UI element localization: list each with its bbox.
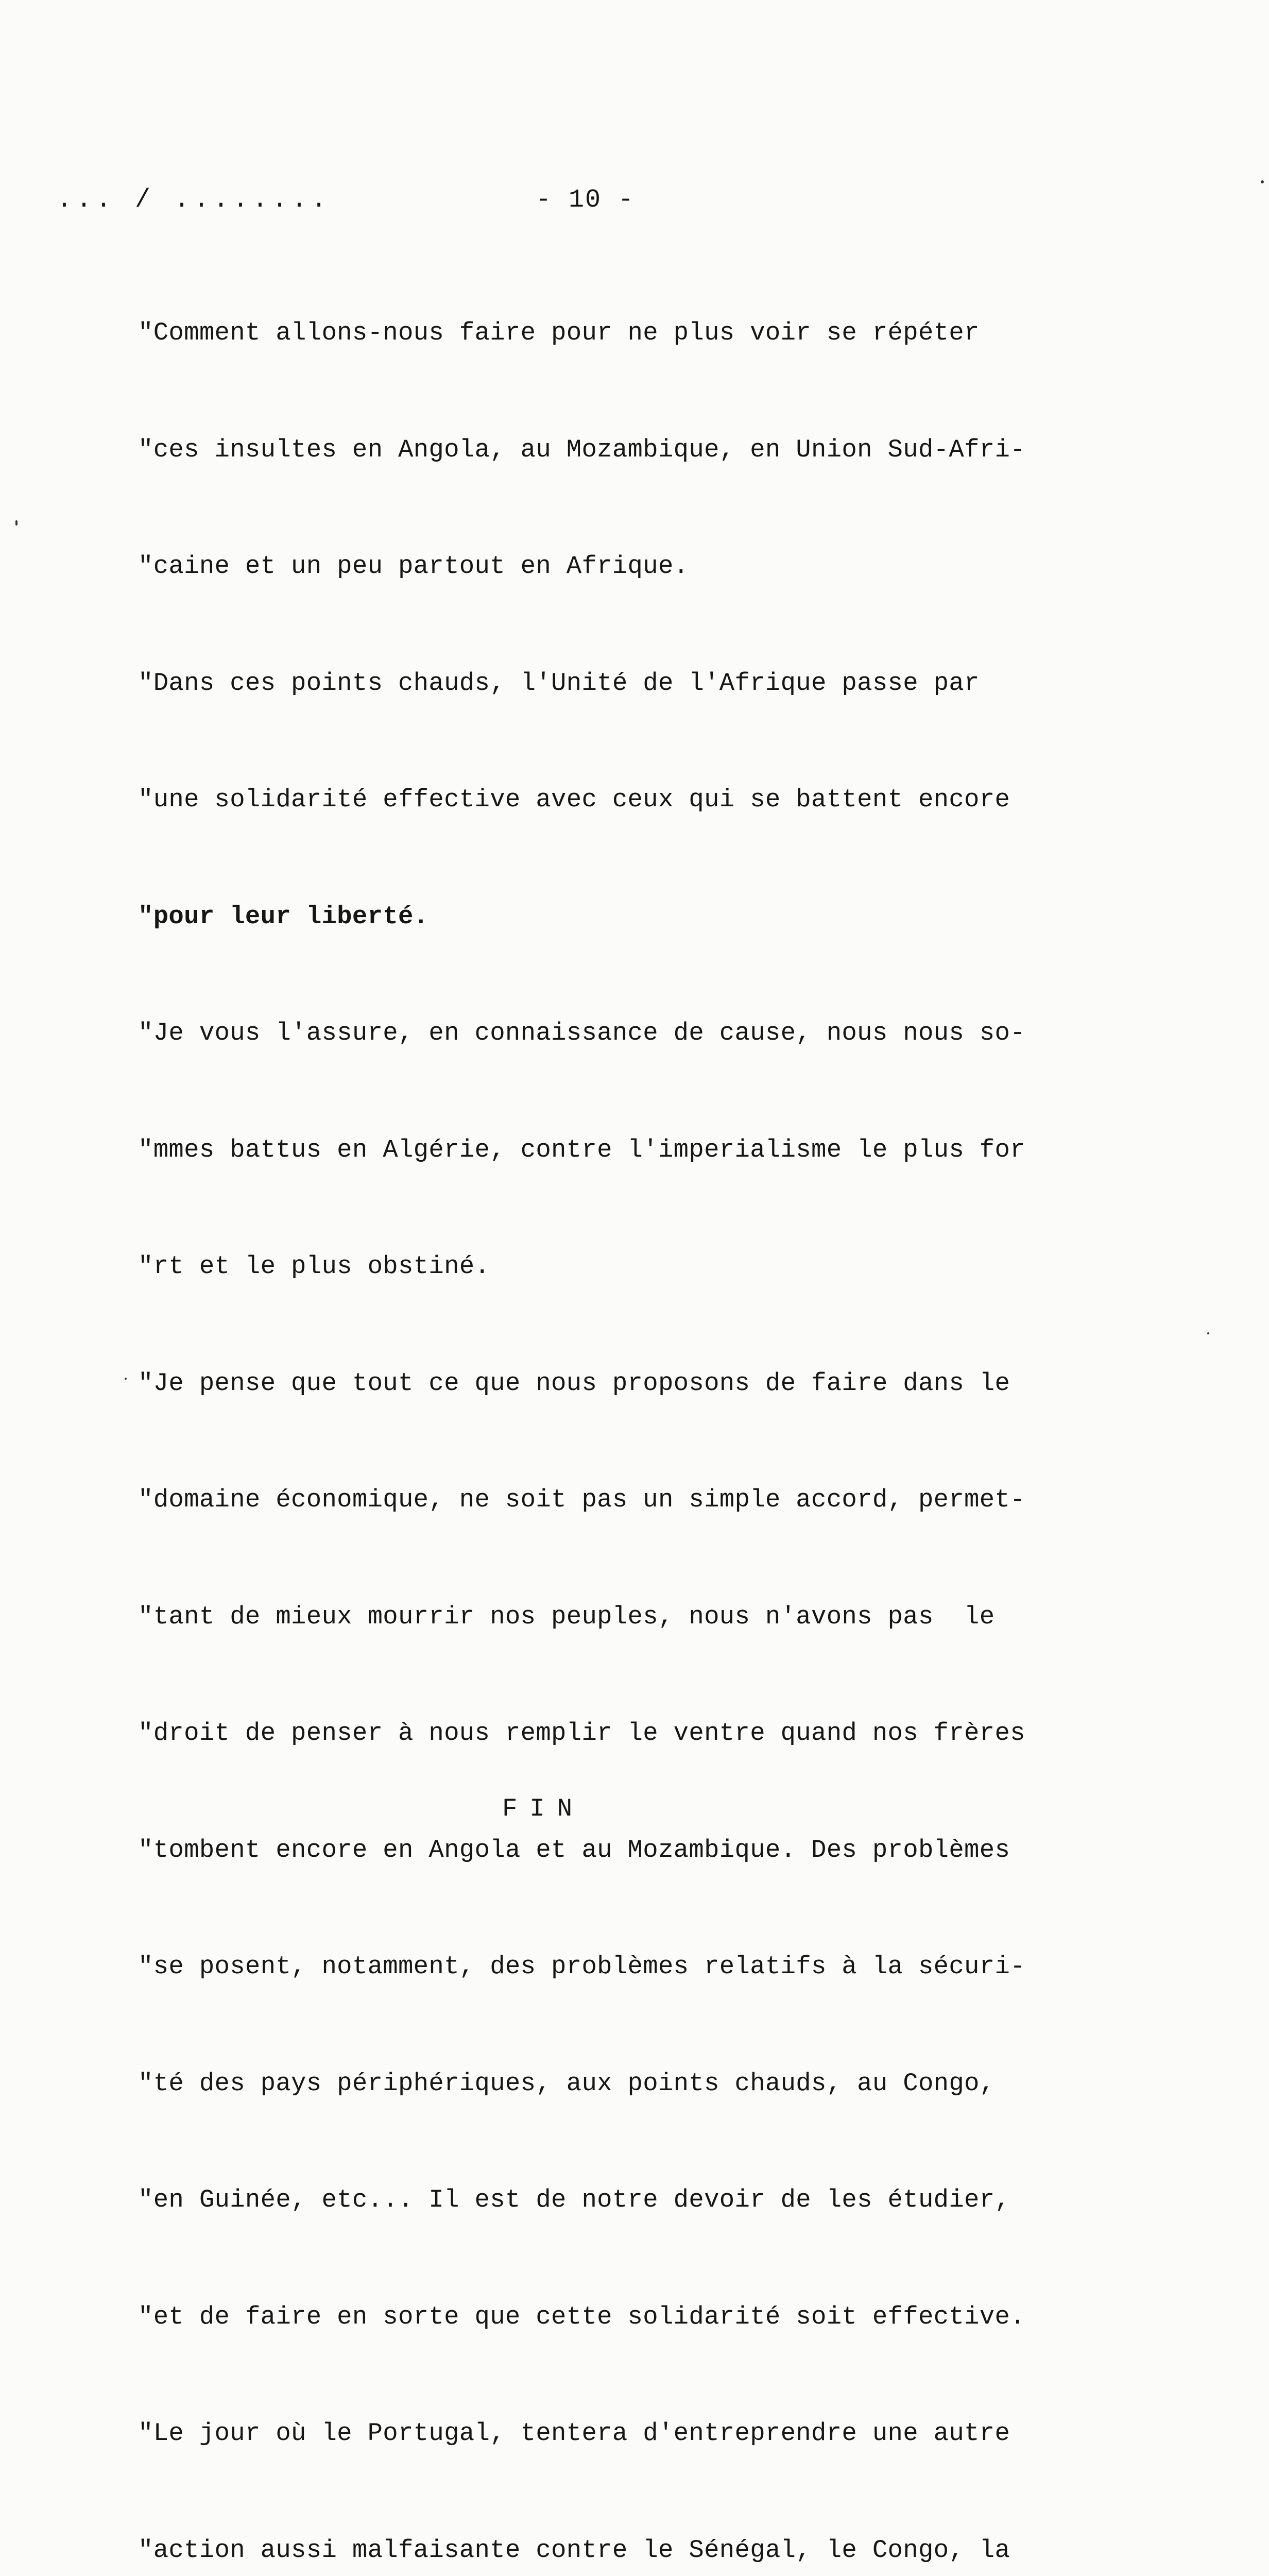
text-line: "une solidarité effective avec ceux qui se battent encore	[138, 785, 1010, 814]
paper-speck	[125, 1378, 127, 1380]
text-line: "domaine économique, ne soit pas un simple accord, permet-	[138, 1485, 1025, 1514]
text-line: "Le jour où le Portugal, tentera d'entreprendre une autre	[138, 2419, 1010, 2448]
text-line: "tombent encore en Angola et au Mozambique. Des problèmes	[138, 1835, 1010, 1865]
text-line: "Je pense que tout ce que nous proposons de faire dans le	[138, 1368, 1010, 1398]
text-line: "en Guinée, etc... Il est de notre devoir de les étudier,	[138, 2185, 1010, 2214]
text-line: "ces insultes en Angola, au Mozambique, en Union Sud-Afri-	[138, 435, 1025, 464]
paper-speck	[1261, 180, 1264, 183]
text-line: "action aussi malfaisante contre le Sénégal, le Congo, la	[138, 2535, 1010, 2565]
text-line: "Comment allons-nous faire pour ne plus voir se répéter	[138, 318, 980, 347]
text-line: "tant de mieux mourrir nos peuples, nous n'avons pas le	[138, 1602, 995, 1631]
paper-speck	[15, 520, 18, 526]
text-line: "se posent, notamment, des problèmes relatifs à la sécuri-	[138, 1952, 1025, 1981]
text-line: "Dans ces points chauds, l'Unité de l'Afrique passe par	[138, 668, 980, 698]
text-line: "Je vous l'assure, en connaissance de cause, nous nous so-	[138, 1019, 1025, 1047]
paper-speck	[1207, 1332, 1209, 1334]
page-header	[52, 185, 1185, 227]
text-line: "droit de penser à nous remplir le ventre quand nos frères	[138, 1719, 1025, 1748]
speech-text	[138, 236, 1117, 2576]
page-number: - 10 -	[536, 185, 635, 215]
text-line: "caine et un peu partout en Afrique.	[138, 552, 689, 581]
text-line: "rt et le plus obstiné.	[138, 1252, 490, 1281]
closing-fin: FIN	[502, 1794, 585, 1823]
text-line: "et de faire en sorte que cette solidarité soit effective.	[138, 2302, 1025, 2331]
continuation-marker: ... / ........	[57, 185, 331, 215]
text-line: "té des pays périphériques, aux points chauds, au Congo,	[138, 2069, 995, 2098]
text-line: "mmes battus en Algérie, contre l'imperialisme le plus for	[138, 1135, 1025, 1164]
text-line: "pour leur liberté.	[138, 902, 429, 931]
